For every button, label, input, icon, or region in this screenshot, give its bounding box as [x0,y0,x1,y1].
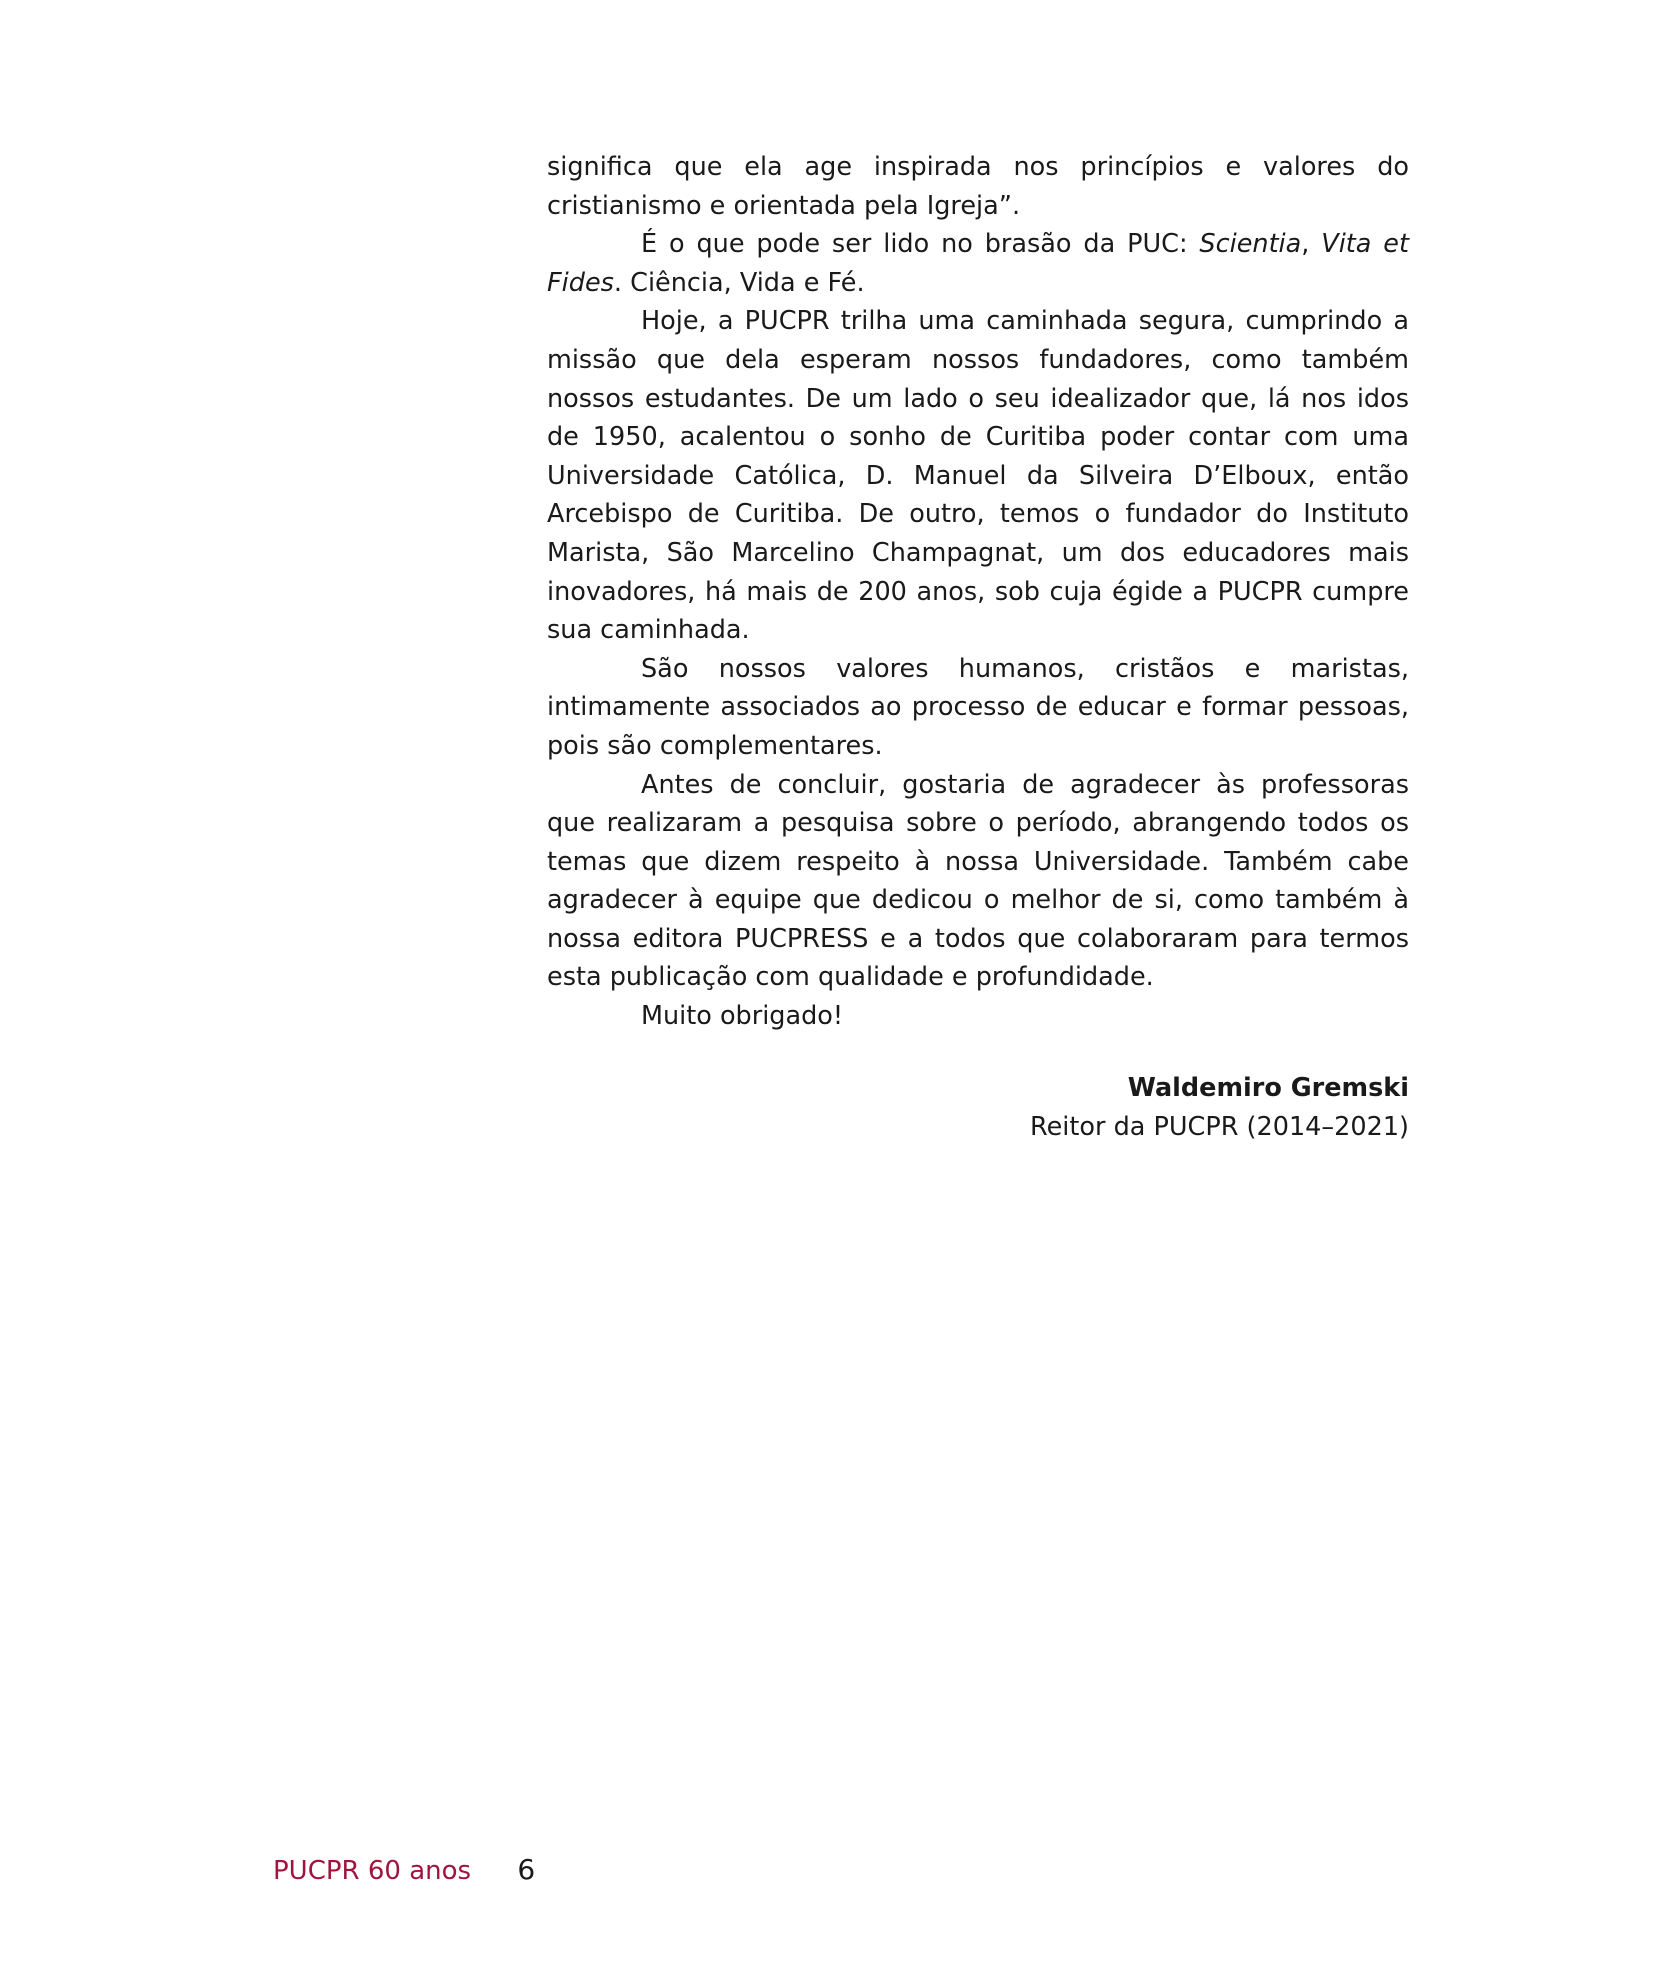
footer-page-number: 6 [517,1853,536,1886]
paragraph-caminhada: Hoje, a PUCPR trilha uma caminhada segura, cumprindo a missão que dela esperam nossos fundadores, como também nossos estudantes. De um lado o seu idealizador que, lá nos idos de 1950, acalentou o sonho de Curitiba poder contar com uma Universidade Católica, D. Manuel da Silveira D’Elboux, então Arcebispo de Curitiba. De outro, temos o fundador do Instituto Marista, São Marcelino Champagnat, um dos educadores mais inovadores, há mais de 200 anos, sob cuja égide a PUCPR cumpre sua caminhada. [547,306,1409,646]
footer-book-title: PUCPR 60 anos [273,1856,472,1886]
signature-block [547,1069,1409,1146]
paragraph-continuation: significa que ela age inspirada nos princípios e valores do cristianismo e orientada pela Igreja”. [547,152,1409,221]
page-footer [273,1853,535,1888]
motto-scientia: Scientia [1199,229,1302,260]
signature-name: Waldemiro Gremski [1127,1073,1409,1103]
motto-intro: É o que pode ser lido no brasão da PUC: [641,229,1200,260]
signature-role: Reitor da PUCPR (2014–2021) [1030,1111,1409,1142]
body-text [547,148,1409,1036]
paragraph-agradecimentos: Antes de concluir, gostaria de agradecer às professoras que realizaram a pesquisa sobre o período, abrangendo todos os temas que dizem respeito à nossa Universidade. Também cabe agradecer à equipe que dedicou o melhor de si, como também à nossa editora PUCPRESS e a todos que colaboraram para termos esta publicação com qualidade e profundidade. [547,769,1409,993]
paragraph-obrigado: Muito obrigado! [641,1001,844,1032]
paragraph-motto [547,225,1409,302]
motto-outro: . Ciência, Vida e Fé. [613,267,865,298]
motto-vita-et-fides: Vita et Fides [547,229,1409,298]
motto-separator: , [1301,229,1322,260]
paragraph-valores: São nossos valores humanos, cristãos e maristas, intimamente associados ao processo de educar e formar pessoas, pois são complementares. [547,653,1409,761]
